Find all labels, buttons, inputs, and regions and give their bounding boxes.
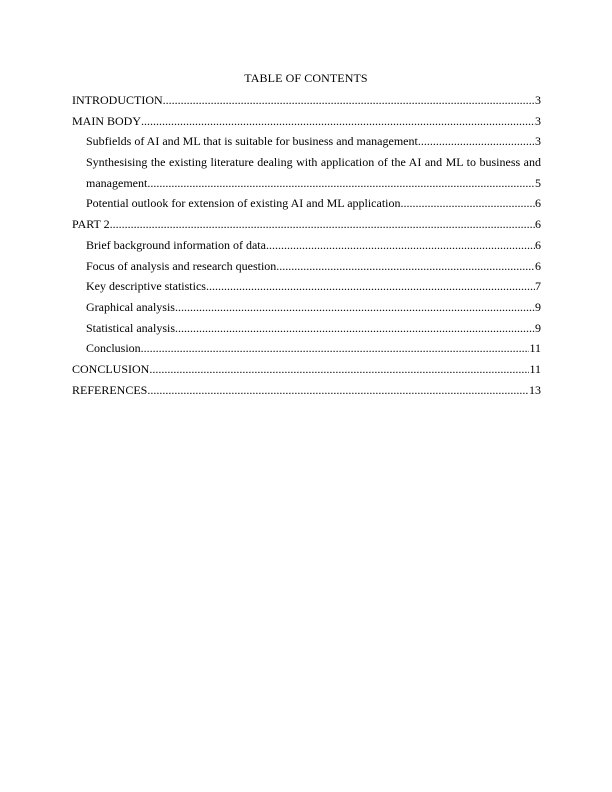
toc-entry-descriptive-statistics[interactable] bbox=[72, 276, 541, 297]
toc-entry-label-line1: Synthesising the existing literature dealing with application of the AI and ML to business and bbox=[86, 155, 541, 170]
toc-entry-conclusion-sub[interactable] bbox=[72, 338, 541, 359]
toc-leader-dots bbox=[141, 111, 535, 132]
toc-leader-dots bbox=[163, 90, 535, 111]
toc-entry-label: PART 2 bbox=[72, 217, 110, 232]
toc-page-number: 6 bbox=[535, 237, 541, 252]
toc-entry-label: Focus of analysis and research question bbox=[86, 258, 277, 273]
toc-leader-dots bbox=[147, 380, 529, 401]
toc-leader-dots bbox=[276, 256, 535, 277]
toc-entry-references[interactable] bbox=[72, 380, 541, 401]
toc-entry-label: INTRODUCTION bbox=[72, 93, 163, 107]
toc-entry-label: Graphical analysis bbox=[86, 299, 175, 314]
toc-page-number: 7 bbox=[535, 279, 541, 294]
toc-leader-dots bbox=[206, 276, 535, 297]
toc-entry-label: Statistical analysis bbox=[86, 320, 175, 335]
toc-entry-focus[interactable] bbox=[72, 256, 541, 277]
toc-leader-dots bbox=[147, 173, 535, 194]
toc-entry-statistical-analysis[interactable] bbox=[72, 318, 541, 339]
toc-entry-label: management bbox=[86, 175, 148, 190]
toc-entry-potential-outlook[interactable] bbox=[72, 193, 541, 214]
toc-entry-graphical-analysis[interactable] bbox=[72, 297, 541, 318]
toc-leader-dots bbox=[149, 359, 529, 380]
toc-title: TABLE OF CONTENTS bbox=[244, 71, 368, 85]
toc-entry-background[interactable] bbox=[72, 235, 541, 256]
toc-entry-label: Subfields of AI and ML that is suitable for business and management bbox=[86, 134, 418, 149]
toc-page-number: 13 bbox=[529, 382, 541, 397]
toc-leader-dots bbox=[110, 214, 535, 235]
toc-page-number: 6 bbox=[535, 217, 541, 232]
toc-entry-subfields[interactable] bbox=[72, 131, 541, 152]
toc-entry-label: Brief background information of data bbox=[86, 237, 266, 252]
toc-list bbox=[72, 90, 541, 400]
toc-entry-label: Key descriptive statistics bbox=[86, 279, 206, 294]
toc-entry-label: CONCLUSION bbox=[72, 361, 150, 376]
toc-entry-label: Potential outlook for extension of existing AI and ML application bbox=[86, 196, 401, 211]
toc-leader-dots bbox=[175, 318, 535, 339]
toc-leader-dots bbox=[175, 297, 535, 318]
toc-page-number: 9 bbox=[535, 320, 541, 335]
toc-entry-label: REFERENCES bbox=[72, 382, 148, 397]
toc-page-number: 11 bbox=[529, 341, 541, 356]
toc-page-number: 11 bbox=[529, 361, 541, 376]
toc-entry-label: Conclusion bbox=[86, 341, 141, 356]
toc-leader-dots bbox=[141, 338, 530, 359]
toc-page-number: 6 bbox=[535, 196, 541, 211]
toc-entry-introduction[interactable] bbox=[72, 90, 541, 111]
toc-entry-conclusion[interactable] bbox=[72, 359, 541, 380]
toc-leader-dots bbox=[401, 193, 535, 214]
toc-page-number: 3 bbox=[535, 113, 541, 128]
toc-page-number: 3 bbox=[535, 93, 541, 107]
toc-entry-label: MAIN BODY bbox=[72, 113, 141, 128]
toc-page-number: 5 bbox=[535, 175, 541, 190]
toc-page-number: 9 bbox=[535, 299, 541, 314]
toc-entry-part-2[interactable] bbox=[72, 214, 541, 235]
toc-page-number: 3 bbox=[535, 134, 541, 149]
toc-entry-main-body[interactable] bbox=[72, 111, 541, 132]
toc-page-number: 6 bbox=[535, 258, 541, 273]
toc-leader-dots bbox=[418, 131, 535, 152]
toc-leader-dots bbox=[266, 235, 535, 256]
toc-entry-synthesising[interactable] bbox=[72, 152, 541, 193]
